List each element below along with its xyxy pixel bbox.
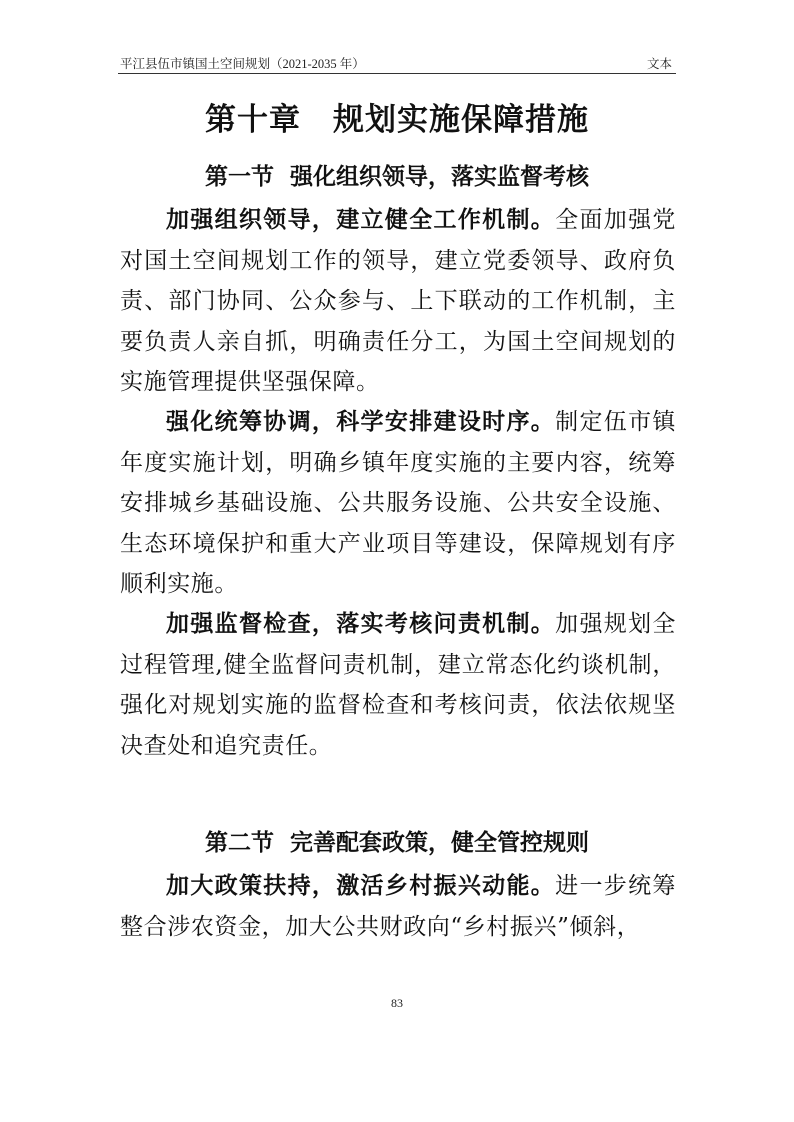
section-title-1: 第一节 强化组织领导，落实监督考核 (204, 164, 589, 190)
section-title-2: 第二节 完善配套政策，健全管控规则 (204, 830, 589, 856)
paragraph-lead: 强化统筹协调，科学安排建设时序。 (166, 409, 556, 435)
page-number: 83 (391, 996, 403, 1010)
paragraph-lead: 加强组织领导，建立健全工作机制。 (166, 207, 556, 233)
paragraph-lead: 加大政策扶持，激活乡村振兴动能。 (166, 873, 556, 899)
paragraph-body: 进一步统筹整合涉农资金，加大公共财政向“乡村振兴”倾斜， (120, 873, 677, 940)
document-type: 文本 (646, 57, 672, 71)
paragraph (120, 402, 676, 605)
paragraph (120, 866, 676, 947)
paragraph-body: 制定伍市镇年度实施计划，明确乡镇年度实施的主要内容，统筹安排城乡基础设施、公共服务设施、公共安全设施、生态环境保护和重大产业项目等建设，保障规划有序顺利实施。 (120, 409, 677, 598)
paragraph-body: 加强规划全过程管理,健全监督问责机制，建立常态化约谈机制，强化对规划实施的监督检查和考核问责，依法依规坚决查处和追究责任。 (120, 611, 677, 759)
paragraph-body: 全面加强党对国土空间规划工作的领导，建立党委领导、政府负责、部门协同、公众参与、上下联动的工作机制，主要负责人亲自抓，明确责任分工，为国土空间规划的实施管理提供坚强保障。 (120, 207, 677, 396)
paragraph (120, 604, 676, 766)
running-header (118, 52, 676, 72)
header-divider (118, 73, 676, 74)
document-title: 平江县伍市镇国土空间规划（2021-2035 年） (120, 57, 365, 71)
paragraph (120, 200, 676, 403)
paragraph-lead: 加强监督检查，落实考核问责机制。 (166, 611, 556, 637)
chapter-title: 第十章 规划实施保障措施 (205, 102, 589, 138)
